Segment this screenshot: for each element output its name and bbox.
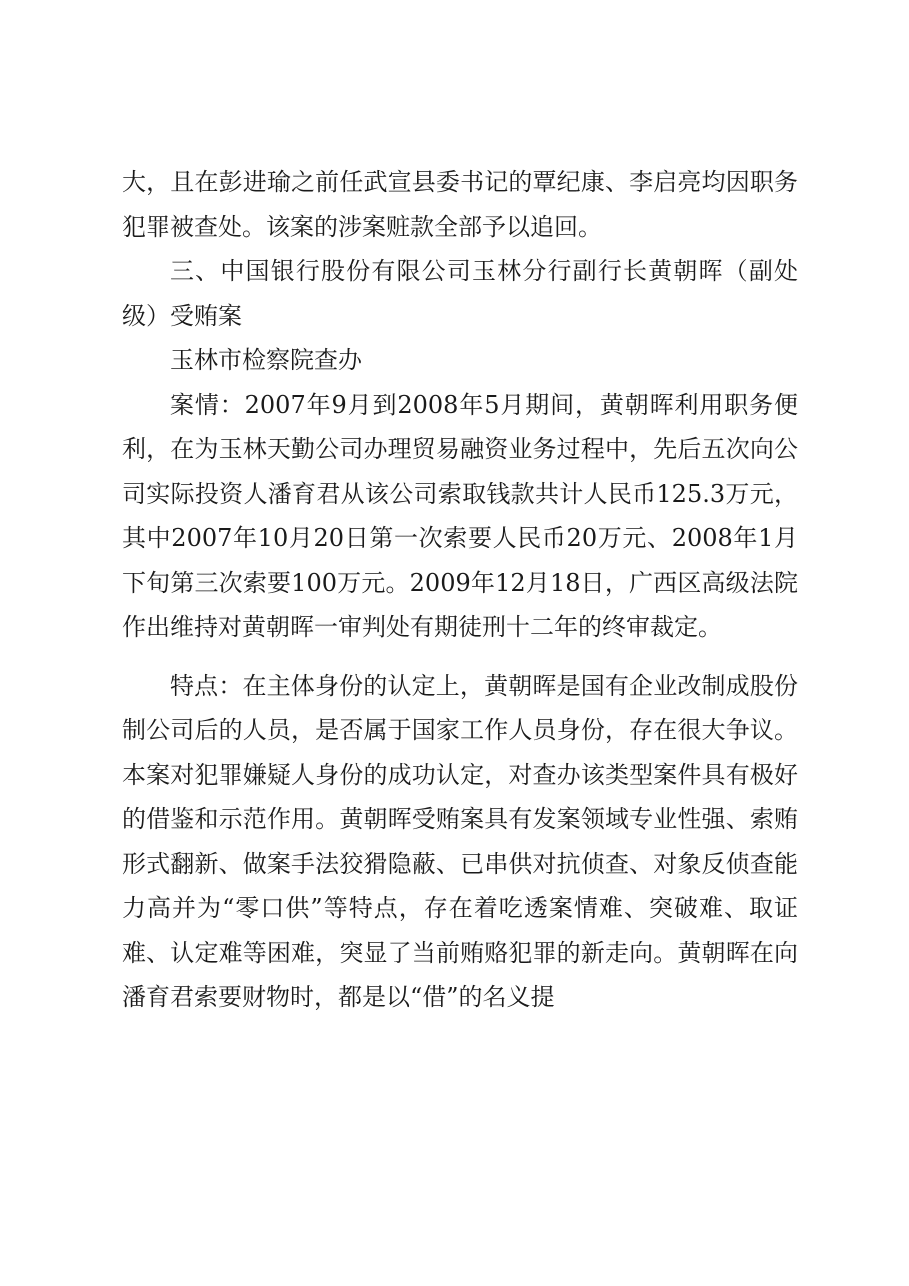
document-body	[122, 160, 798, 1020]
case-handler: 玉林市检察院查办	[170, 346, 362, 374]
paragraph-continuation: 大，且在彭进瑜之前任武宣县委书记的覃纪康、李启亮均因职务犯罪被查处。该案的涉案赃款全部予以追回。	[122, 168, 798, 241]
case-features-paragraph: 特点：在主体身份的认定上，黄朝晖是国有企业改制成股份制公司后的人员，是否属于国家工作人员身份，存在很大争议。本案对犯罪嫌疑人身份的成功认定，对查办该类型案件具有极好的借鉴和示范作用。黄朝晖受贿案具有发案领域专业性强、索贿形式翻新、做案手法狡猾隐蔽、已串供对抗侦查、对象反侦查能力高并为“零口供”等特点，存在着吃透案情难、突破难、取证难、认定难等困难，突显了当前贿赂犯罪的新走向。黄朝晖在向潘育君索要财物时，都是以“借”的名义提	[122, 671, 798, 1011]
case-facts-paragraph: 案情：2007年9月到2008年5月期间，黄朝晖利用职务便利，在为玉林天勤公司办理贸易融资业务过程中，先后五次向公司实际投资人潘育君从该公司索取钱款共计人民币125.3万元，其中2007年10月20日第一次索要人民币20万元、2008年1月下旬第三次索要100万元。2009年12月18日，广西区高级法院作出维持对黄朝晖一审判处有期徒刑十二年的终审裁定。	[122, 390, 798, 641]
section-heading: 三、中国银行股份有限公司玉林分行副行长黄朝晖（副处级）受贿案	[122, 257, 798, 330]
